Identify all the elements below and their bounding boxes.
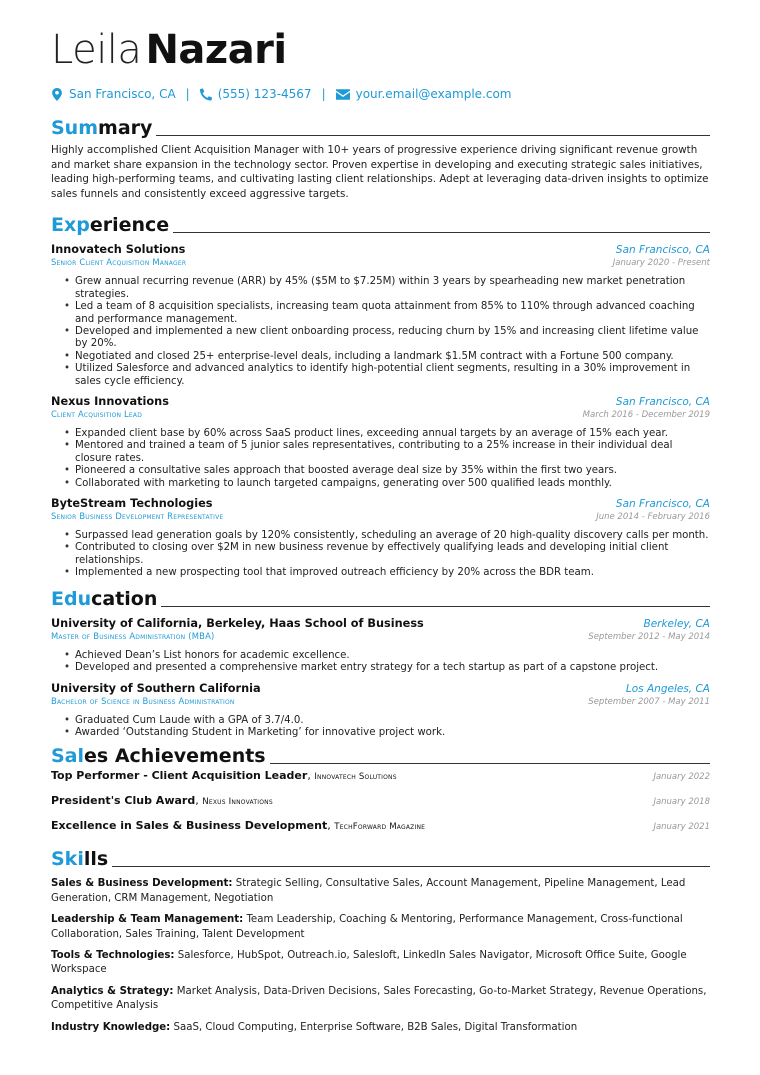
- bullet-item: • Collaborated with marketing to launch targeted campaigns, generating over 500 qualified leads monthly.: [75, 478, 710, 490]
- entry-role: Senior Client Acquisition Manager: [51, 257, 187, 268]
- summary-section: [51, 113, 710, 201]
- achievement-org: Innovatech Solutions: [314, 772, 397, 783]
- entry-dates: January 2020 - Present: [612, 258, 710, 269]
- bullet-item: • Surpassed lead generation goals by 120% consistently, scheduling an average of 20 high-quality discovery calls per month.: [75, 530, 710, 542]
- contact-separator: |: [185, 87, 190, 101]
- entry-bullets: [51, 276, 710, 388]
- bullet-item: • Grew annual recurring revenue (ARR) by 45% ($5M to $7.25M) within 3 years by spearheading new market penetration strategies.: [75, 276, 710, 301]
- contact-info: [51, 85, 710, 103]
- section-title: Sales Achievements: [51, 745, 266, 768]
- education-section: [51, 584, 710, 740]
- skill-line: [51, 877, 710, 906]
- bullet-item: • Led a team of 8 acquisition specialists, increasing team quota attainment from 85% to 110% through advanced coaching and performance management.: [75, 301, 710, 326]
- bullet-item: • Graduated Cum Laude with a GPA of 3.7/4.0.: [75, 715, 710, 727]
- contact-phone[interactable]: [200, 87, 312, 101]
- skill-text: Team Leadership, Coaching & Mentoring, Performance Management, Cross-functional Collaboration, Sales Training, Talent Development: [51, 914, 683, 940]
- entry-location: Berkeley, CA: [643, 617, 710, 630]
- experience-entry: [51, 243, 710, 388]
- section-header: [51, 844, 710, 870]
- last-name: Nazari: [145, 27, 287, 73]
- phone-text: (555) 123-4567: [217, 87, 312, 101]
- entry-dates: March 2016 - December 2019: [582, 410, 710, 421]
- entry-organization: ByteStream Technologies: [51, 497, 213, 511]
- experience-section: [51, 210, 710, 579]
- bullet-item: • Awarded ‘Outstanding Student in Marketing’ for innovative project work.: [75, 727, 710, 739]
- bullet-item: • Utilized Salesforce and advanced analytics to identify high-potential client segments, resulting in a 30% improvement in sales cycle efficiency.: [75, 363, 710, 388]
- bullet-item: • Developed and presented a comprehensive market entry strategy for a tech startup as part of a capstone project.: [75, 662, 710, 674]
- experience-entry: [51, 497, 710, 580]
- section-header: [51, 113, 710, 139]
- skill-line: [51, 1021, 710, 1035]
- achievement-date: January 2021: [653, 822, 710, 833]
- email-text: your.email@example.com: [355, 87, 512, 101]
- skill-category: Analytics & Strategy:: [51, 985, 174, 997]
- experience-entry: [51, 395, 710, 490]
- bullet-item: • Negotiated and closed 25+ enterprise-level deals, including a landmark $1.5M contract with a Fortune 500 company.: [75, 351, 710, 363]
- achievement-date: January 2018: [653, 797, 710, 808]
- achievement-item: Top Performer - Client Acquisition Leader, Innovatech Solutions January 2022: [51, 769, 710, 783]
- entry-organization: Innovatech Solutions: [51, 243, 186, 257]
- achievement-date: January 2022: [653, 772, 710, 783]
- entry-dates: September 2012 - May 2014: [588, 631, 710, 642]
- entry-dates: June 2014 - February 2016: [596, 512, 710, 523]
- entry-location: San Francisco, CA: [615, 498, 710, 511]
- skill-line: [51, 985, 710, 1014]
- bullet-item: • Achieved Dean’s List honors for academic excellence.: [75, 650, 710, 662]
- bullet-item: • Developed and implemented a new client onboarding process, reducing churn by 15% and increasing client lifetime value by 20%.: [75, 326, 710, 351]
- section-rule: [112, 866, 710, 867]
- achievement-title: Excellence in Sales & Business Development: [51, 819, 328, 833]
- skill-category: Leadership & Team Management:: [51, 914, 244, 926]
- bullet-item: • Contributed to closing over $2M in new business revenue by effectively qualifying leads and developing initial client relationships.: [75, 542, 710, 567]
- achievement-title: President's Club Award: [51, 794, 196, 808]
- entry-location: San Francisco, CA: [615, 244, 710, 257]
- envelope-icon: [336, 89, 350, 100]
- entry-organization: University of Southern California: [51, 681, 261, 695]
- entry-role: Senior Business Development Representative: [51, 511, 224, 522]
- achievement-item: President's Club Award, Nexus Innovations January 2018: [51, 794, 710, 808]
- entry-role: Client Acquisition Lead: [51, 409, 143, 420]
- bullet-item: • Mentored and trained a team of 5 junior sales representatives, contributing to a 25% increase in their individual deal closure rates.: [75, 440, 710, 465]
- location-text: San Francisco, CA: [69, 87, 176, 101]
- bullet-item: • Expanded client base by 60% across SaaS product lines, exceeding annual targets by an average of 15% each year.: [75, 428, 710, 440]
- entry-organization: Nexus Innovations: [51, 395, 169, 409]
- section-title: Summary: [51, 117, 153, 139]
- section-title: Experience: [51, 214, 170, 237]
- skill-category: Industry Knowledge:: [51, 1021, 171, 1033]
- entry-bullets: [51, 530, 710, 580]
- contact-location: [51, 87, 176, 101]
- entry-location: Los Angeles, CA: [625, 682, 710, 695]
- candidate-name: [51, 28, 710, 72]
- skill-text: Market Analysis, Data-Driven Decisions, Sales Forecasting, Go-to-Market Strategy, Revenue Operations, Competitive Analysis: [51, 985, 707, 1012]
- entry-dates: September 2007 - May 2011: [588, 696, 710, 707]
- section-header: [51, 210, 710, 236]
- skill-text: Strategic Selling, Consultative Sales, Account Management, Pipeline Management, Lead Generation, CRM Management, Negotiation: [51, 878, 686, 904]
- section-header: [51, 584, 710, 610]
- contact-email[interactable]: [336, 87, 512, 101]
- entry-bullets: [51, 428, 710, 490]
- section-rule: [270, 763, 710, 764]
- skills-section: [51, 844, 710, 1035]
- entry-role: Bachelor of Science in Business Administration: [51, 695, 235, 706]
- bullet-item: • Pioneered a consultative sales approach that boosted average deal size by 35% within the first two years.: [75, 465, 710, 477]
- contact-separator: |: [321, 87, 326, 101]
- entry-organization: University of California, Berkeley, Haas School of Business: [51, 616, 424, 630]
- summary-text: Highly accomplished Client Acquisition Manager with 10+ years of progressive experience driving significant revenue growth and market share expansion in the technology sector. Proven expertise in developing and executing strategic sales initiatives, leading high-performing teams, and cultivating lasting client relationships. Adept at leveraging data-driven insights to optimize sales funnels and consistently exceed aggressive targets.: [51, 144, 709, 200]
- section-title: Education: [51, 587, 158, 610]
- section-header: [51, 741, 710, 767]
- skill-line: [51, 913, 710, 942]
- entry-role: Master of Business Administration (MBA): [51, 630, 215, 641]
- skill-category: Tools & Technologies:: [51, 949, 175, 961]
- achievement-org: TechForward Magazine: [334, 822, 426, 833]
- achievement-title: Top Performer - Client Acquisition Leader: [51, 769, 308, 783]
- skill-category: Sales & Business Development:: [51, 878, 233, 890]
- entry-bullets: [51, 650, 710, 675]
- skill-line: [51, 949, 710, 978]
- section-rule: [161, 606, 710, 607]
- education-entry: [51, 682, 710, 740]
- entry-location: San Francisco, CA: [615, 396, 710, 409]
- section-rule: [156, 135, 710, 136]
- phone-icon: [200, 88, 212, 101]
- entry-bullets: [51, 715, 710, 740]
- skill-text: SaaS, Cloud Computing, Enterprise Software, B2B Sales, Digital Transformation: [173, 1021, 578, 1033]
- achievements-section: [51, 741, 710, 844]
- map-marker-icon: [51, 88, 63, 101]
- achievement-item: Excellence in Sales & Business Development, TechForward Magazine January 2021: [51, 819, 710, 833]
- bullet-item: • Implemented a new prospecting tool that improved outreach efficiency by 20% across the BDR team.: [75, 567, 710, 579]
- section-rule: [173, 232, 710, 233]
- education-entry: [51, 617, 710, 675]
- skill-text: Salesforce, HubSpot, Outreach.io, Salesloft, LinkedIn Sales Navigator, Microsoft Office Suite, Google Workspace: [51, 949, 687, 976]
- first-name: Leila: [51, 27, 142, 73]
- section-title: Skills: [51, 848, 109, 871]
- achievement-org: Nexus Innovations: [202, 797, 273, 808]
